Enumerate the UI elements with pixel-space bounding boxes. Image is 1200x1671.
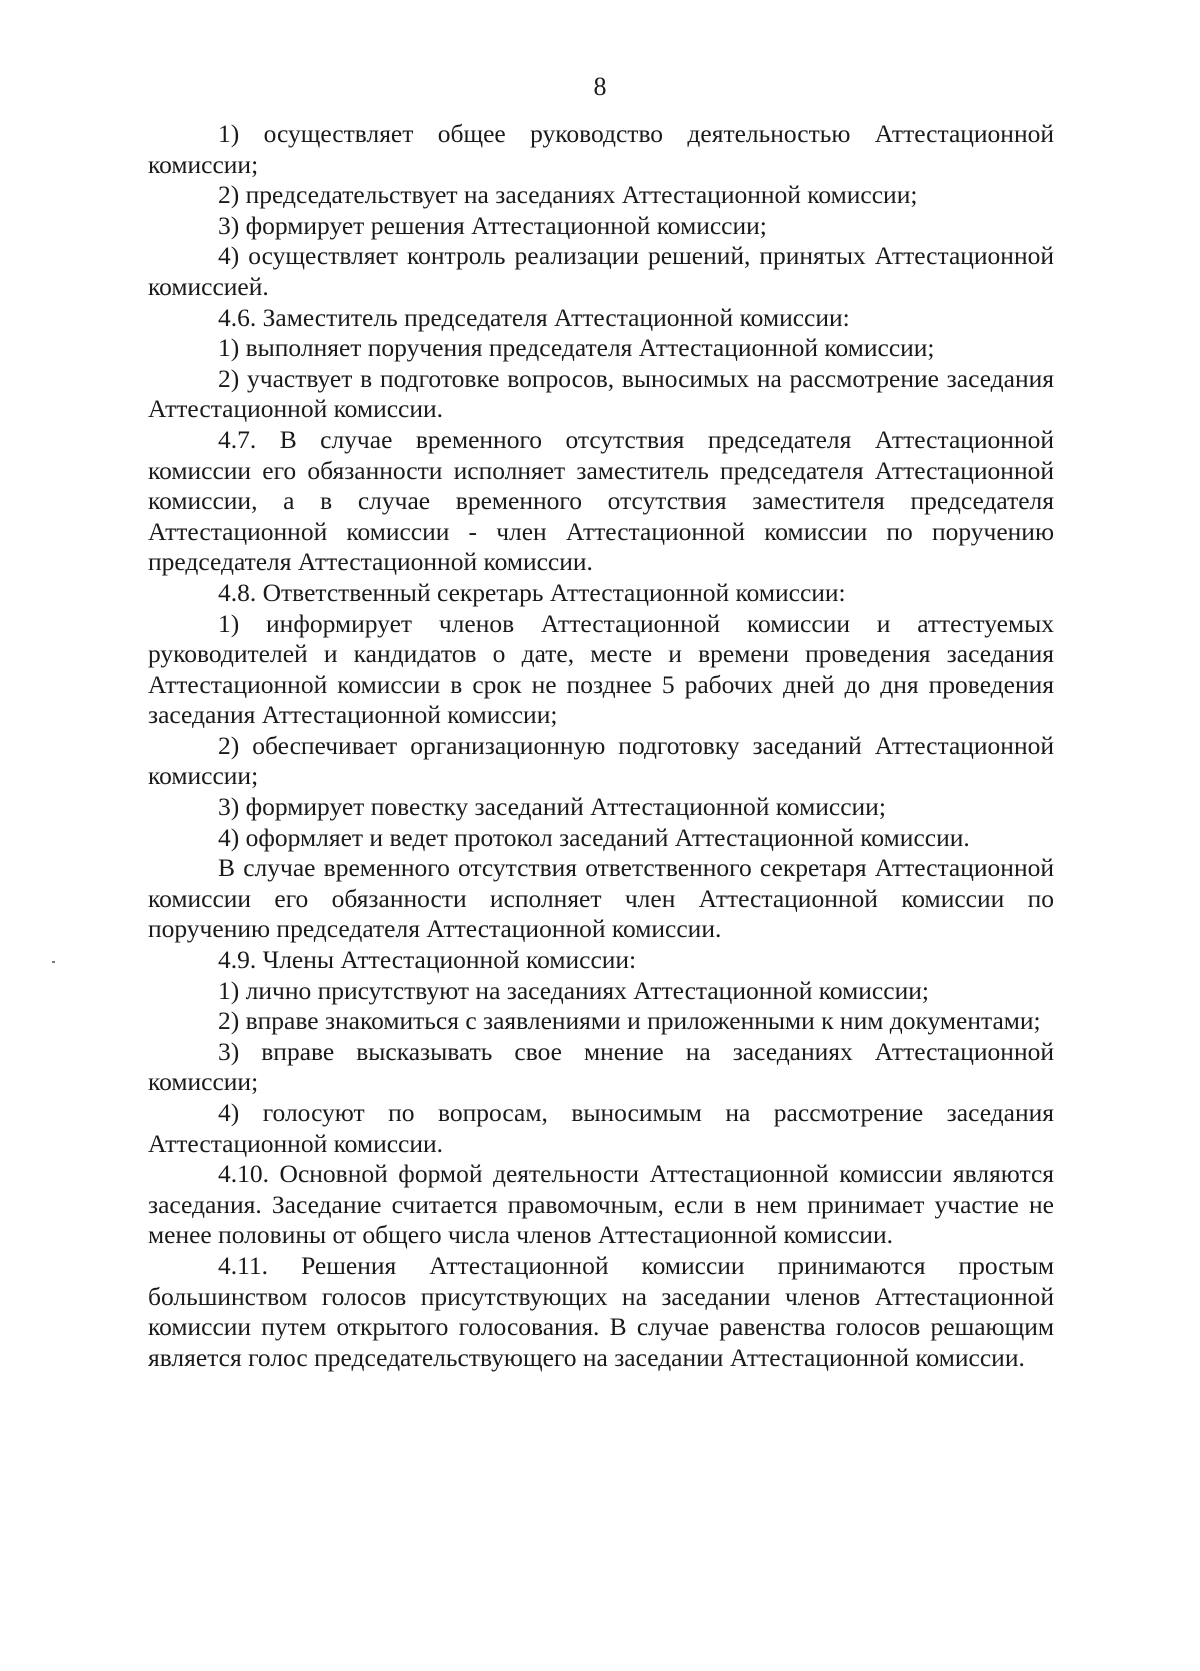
paragraph-4-6-item-2: 2) участвует в подготовке вопросов, выносимых на рассмотрение заседания Аттестационной комиссии.	[148, 363, 1054, 424]
paragraph-4-9-item-3: 3) вправе высказывать свое мнение на заседаниях Аттестационной комиссии;	[148, 1036, 1054, 1097]
paragraph-4-6-item-1: 1) выполняет поручения председателя Аттестационной комиссии;	[218, 333, 935, 363]
scan-artifact-mark	[52, 961, 55, 963]
paragraph-4-9-item-4: 4) голосуют по вопросам, выносимым на рассмотрение заседания Аттестационной комиссии.	[148, 1098, 1054, 1158]
page-number: 8	[593, 72, 607, 101]
paragraph-4-6-heading: 4.6. Заместитель председателя Аттестационной комиссии:	[218, 302, 850, 332]
paragraph-4-5-item-4: 4) осуществляет контроль реализации решений, принятых Аттестационной комиссией.	[148, 241, 1054, 301]
paragraph-4-11: 4.11. Решения Аттестационной комиссии принимаются простым большинством голосов присутствующих на заседании членов Аттестационной комиссии путем открытого голосования. В случае равенства голосов решающим является голос председательствующего на заседании Аттестационной комиссии.	[148, 1250, 1054, 1372]
paragraph-4-7: 4.7. В случае временного отсутствия председателя Аттестационной комиссии его обязанности исполняет заместитель председателя Аттестационной комиссии, а в случае временного отсутствия заместителя председателя Аттестационной комиссии - член Аттестационной комиссии по поручению председателя Аттестационной комиссии.	[148, 424, 1054, 577]
document-body	[148, 119, 1054, 1373]
paragraph-4-9-item-1: 1) лично присутствуют на заседаниях Аттестационной комиссии;	[218, 975, 929, 1005]
paragraph-4-10: 4.10. Основной формой деятельности Аттестационной комиссии являются заседания. Заседание считается правомочным, если в нем принимает участие не менее половины от общего числа членов Аттестационной комиссии.	[148, 1159, 1054, 1250]
paragraph-4-8-item-3: 3) формирует повестку заседаний Аттестационной комиссии;	[218, 792, 886, 822]
paragraph-4-8-item-2: 2) обеспечивает организационную подготовку заседаний Аттестационной комиссии;	[148, 730, 1054, 791]
paragraph-4-8-item-1: 1) информирует членов Аттестационной комиссии и аттестуемых руководителей и кандидатов о дате, месте и времени проведения заседания Аттестационной комиссии в срок не позднее 5 рабочих дней до дня проведения заседания Аттестационной комиссии;	[148, 608, 1054, 730]
paragraph-4-9-heading: 4.9. Члены Аттестационной комиссии:	[218, 945, 637, 975]
paragraph-4-5-item-2: 2) председательствует на заседаниях Аттестационной комиссии;	[218, 180, 918, 210]
paragraph-4-8-substitute: В случае временного отсутствия ответственного секретаря Аттестационной комиссии его обязанности исполняет член Аттестационной комиссии по поручению председателя Аттестационной комиссии.	[148, 853, 1054, 944]
paragraph-4-5-item-3: 3) формирует решения Аттестационной комиссии;	[218, 210, 767, 240]
paragraph-4-5-item-1: 1) осуществляет общее руководство деятельностью Аттестационной комиссии;	[148, 119, 1054, 179]
paragraph-4-8-item-4: 4) оформляет и ведет протокол заседаний Аттестационной комиссии.	[218, 822, 970, 852]
paragraph-4-9-item-2: 2) вправе знакомиться с заявлениями и приложенными к ним документами;	[218, 1006, 1041, 1036]
paragraph-4-8-heading: 4.8. Ответственный секретарь Аттестационной комиссии:	[218, 577, 846, 607]
